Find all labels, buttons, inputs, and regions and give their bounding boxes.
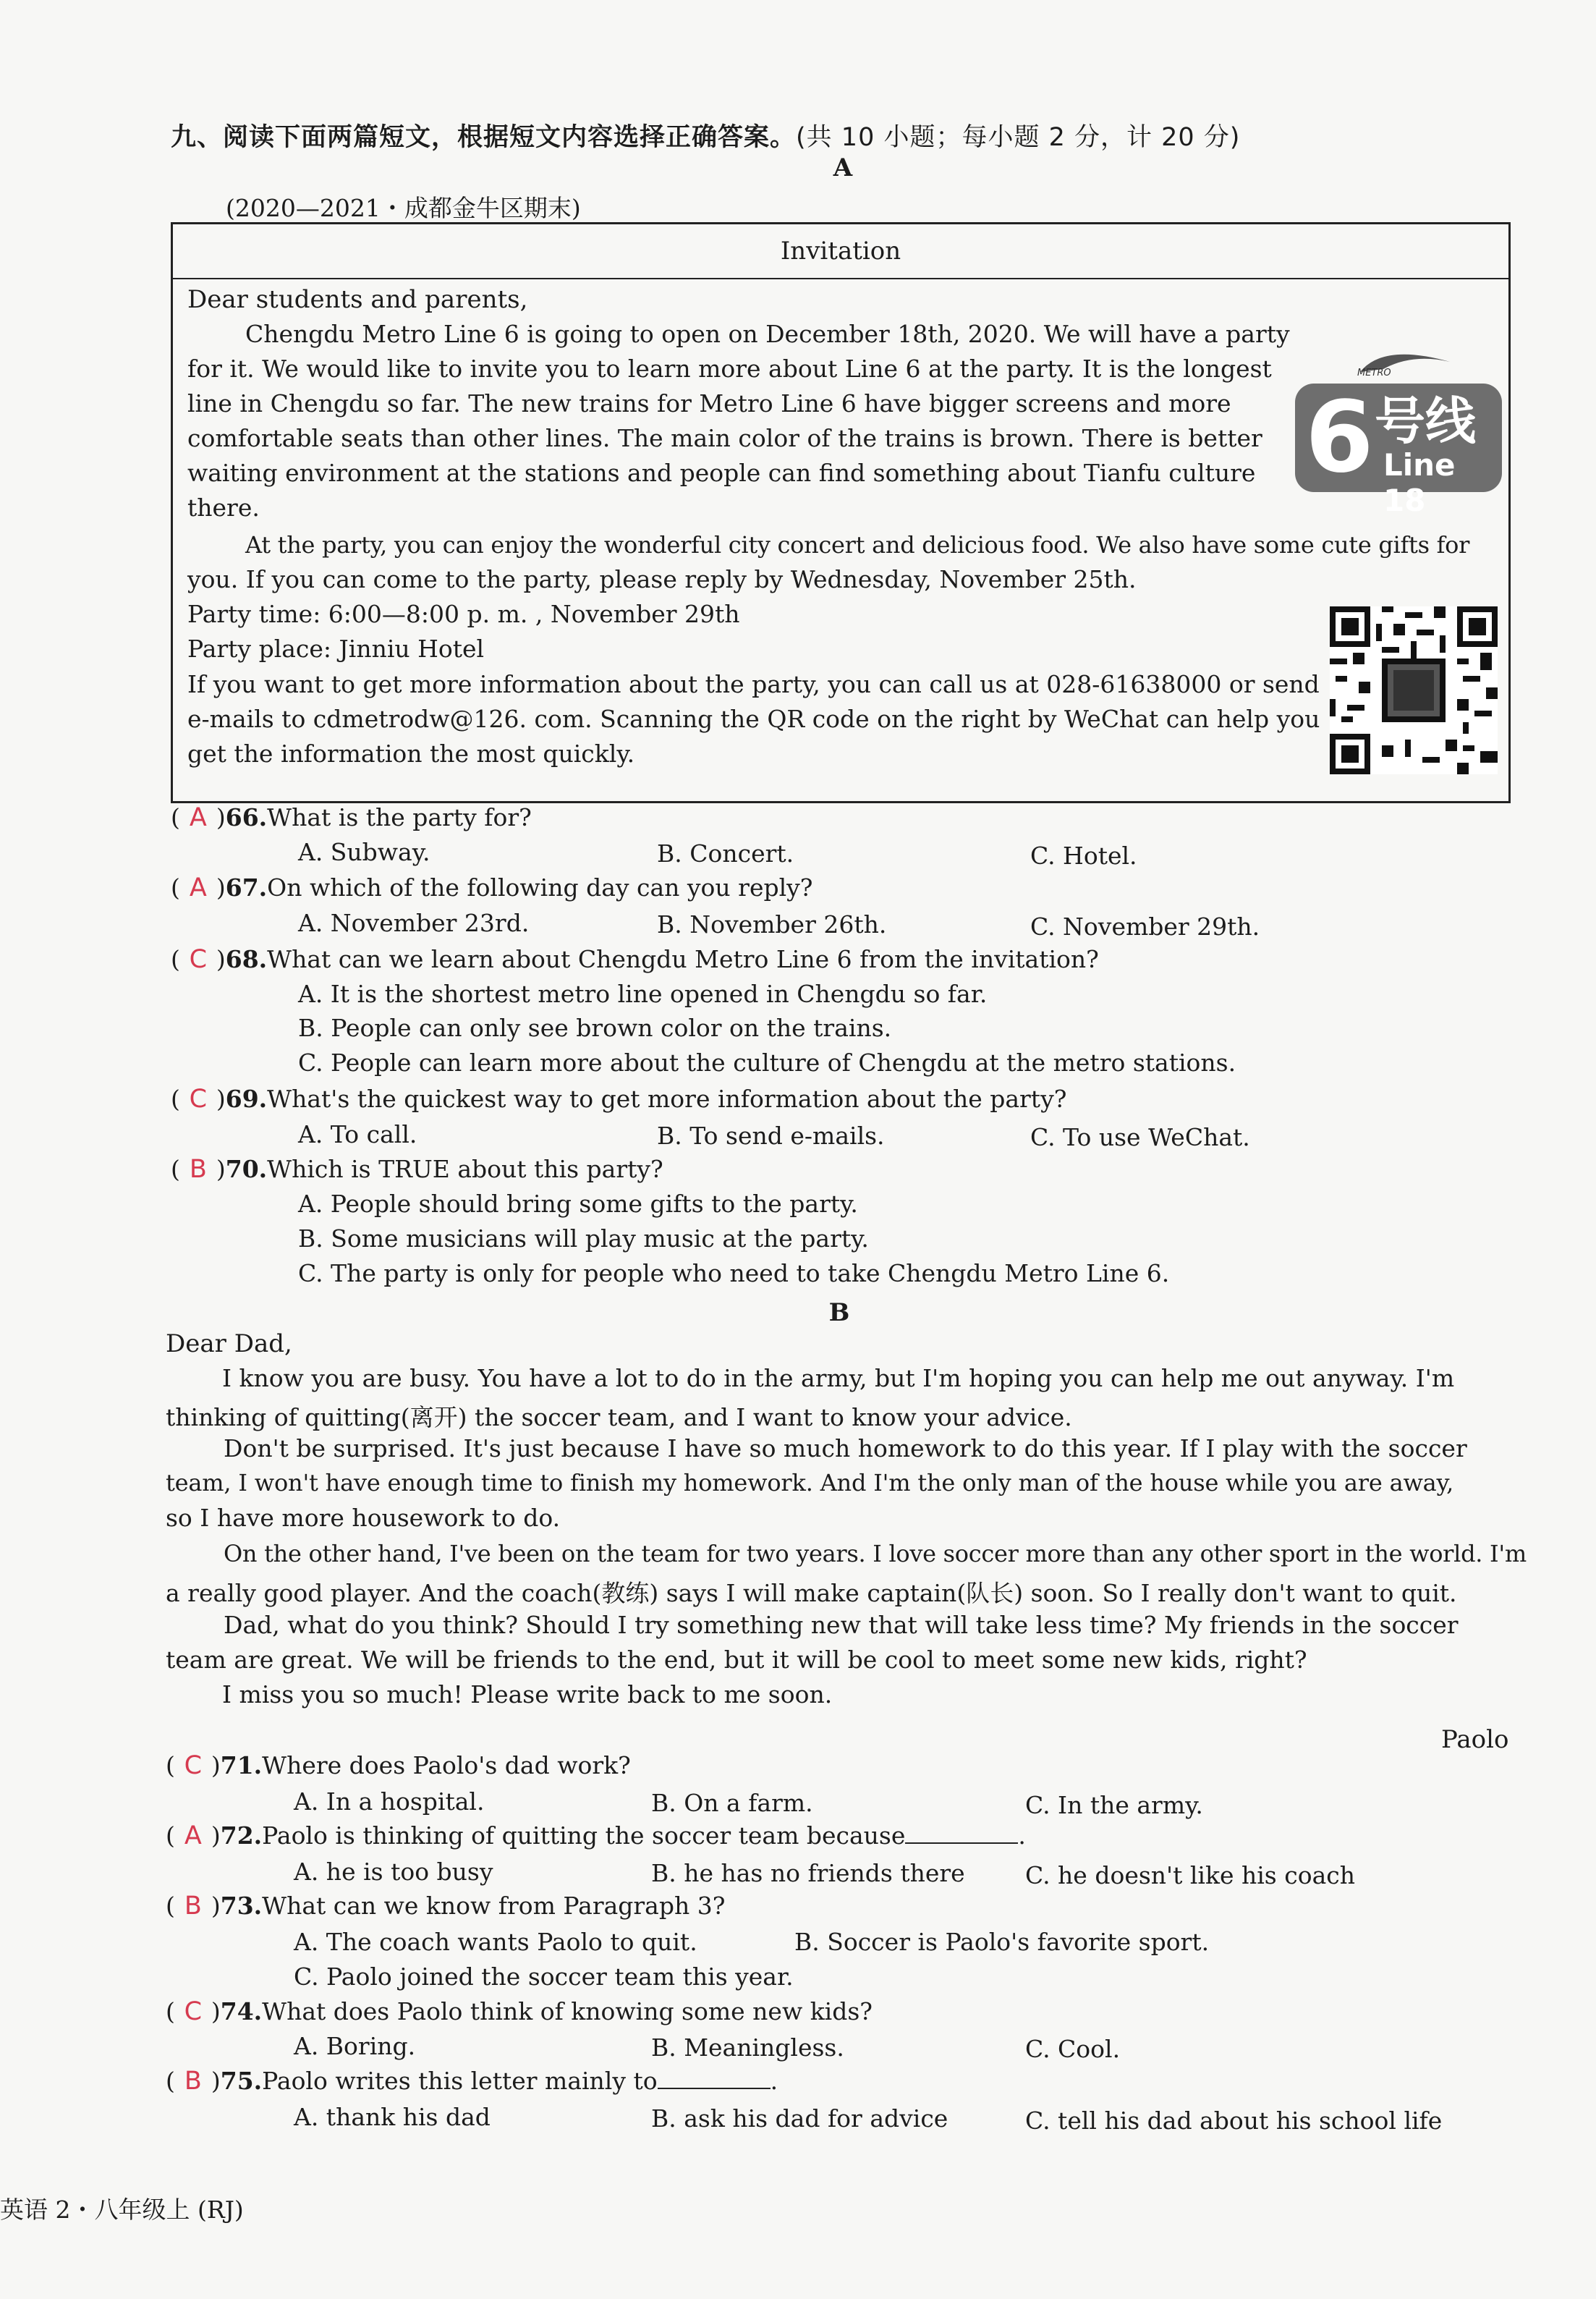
close-paren: )	[216, 803, 226, 831]
question-71	[166, 1751, 631, 1780]
question-69	[171, 1085, 1066, 1114]
close-paren: )	[216, 1155, 226, 1183]
invitation-line: Chengdu Metro Line 6 is going to open on December 18th, 2020. We will have a party	[245, 320, 1290, 348]
invitation-line: comfortable seats than other lines. The main color of the trains is brown. There is better	[187, 424, 1262, 452]
invitation-box	[171, 222, 1511, 803]
option-a[interactable]: A. The coach wants Paolo to quit.	[294, 1928, 697, 1956]
answer-mark[interactable]: A	[189, 803, 207, 832]
option-a[interactable]: A. People should bring some gifts to the party.	[298, 1190, 858, 1218]
answer-blank	[658, 2069, 771, 2089]
letter-signature: Paolo	[1441, 1725, 1509, 1754]
open-paren: (	[166, 2067, 175, 2095]
answer-mark[interactable]: C	[184, 1997, 203, 2026]
answer-mark[interactable]: B	[184, 2067, 202, 2096]
option-c[interactable]: C. In the army.	[1025, 1791, 1203, 1819]
letter-line: Dad, what do you think? Should I try something new that will take less time? My friends in the soccer	[224, 1611, 1459, 1639]
question-text: Where does Paolo's dad work?	[262, 1751, 631, 1779]
close-paren: )	[211, 1821, 221, 1850]
option-b[interactable]: B. On a farm.	[651, 1789, 813, 1817]
close-paren: )	[211, 2067, 221, 2095]
close-paren: )	[216, 873, 226, 902]
party-time: Party time: 6:00—8:00 p. m. , November 29th	[187, 600, 740, 628]
question-72	[166, 1821, 1026, 1850]
question-number: 72.	[220, 1821, 263, 1850]
section-note: (共 10 小题；每小题 2 分，计 20 分)	[796, 123, 1241, 152]
option-c[interactable]: C. Hotel.	[1030, 842, 1137, 870]
invitation-line: waiting environment at the stations and people can find something about Tianfu culture	[187, 459, 1256, 487]
section-heading	[171, 117, 1240, 153]
question-number: 70.	[225, 1155, 268, 1183]
close-paren: )	[211, 1751, 221, 1779]
question-number: 67.	[225, 873, 268, 902]
option-b[interactable]: B. November 26th.	[657, 910, 887, 939]
option-c[interactable]: C. November 29th.	[1030, 913, 1260, 941]
line-chinese: 号线	[1375, 391, 1476, 451]
invitation-line: At the party, you can enjoy the wonderful city concert and delicious food. We also have some cute gifts for	[245, 531, 1470, 559]
section-title: 九、阅读下面两篇短文，根据短文内容选择正确答案。	[171, 123, 797, 152]
option-c[interactable]: C. To use WeChat.	[1030, 1123, 1250, 1151]
letter-line: team, I won't have enough time to finish my homework. And I'm the only man of the house while you are away,	[166, 1469, 1454, 1496]
question-number: 68.	[225, 945, 268, 973]
option-c[interactable]: C. he doesn't like his coach	[1025, 1861, 1355, 1889]
open-paren: (	[171, 945, 180, 973]
close-paren: )	[216, 945, 226, 973]
line-sub: Line 18	[1383, 447, 1456, 518]
open-paren: (	[166, 1892, 175, 1920]
option-a[interactable]: A. November 23rd.	[298, 909, 530, 937]
question-67	[171, 873, 812, 902]
answer-mark[interactable]: C	[189, 945, 208, 974]
letter-line: On the other hand, I've been on the team for two years. I love soccer more than any other sport in the world. I'm	[224, 1540, 1527, 1567]
open-paren: (	[166, 1997, 175, 2025]
invitation-line: line in Chengdu so far. The new trains for Metro Line 6 have bigger screens and more	[187, 389, 1231, 418]
answer-mark[interactable]: C	[189, 1085, 208, 1114]
open-paren: (	[166, 1821, 175, 1850]
option-b[interactable]: B. To send e-mails.	[657, 1122, 885, 1150]
letter-line: thinking of quitting(离开) the soccer team, and I want to know your advice.	[166, 1403, 1072, 1431]
option-c[interactable]: C. Paolo joined the soccer team this year.	[294, 1963, 794, 1991]
question-73	[166, 1892, 725, 1921]
question-text: Paolo writes this letter mainly to	[262, 2067, 658, 2095]
answer-mark[interactable]: B	[189, 1155, 207, 1184]
question-66	[171, 803, 532, 832]
close-paren: )	[211, 1892, 221, 1920]
letter-line: a really good player. And the coach(教练) says I will make captain(队长) soon. So I really don't want to quit.	[166, 1579, 1457, 1607]
blank-period: .	[1018, 1821, 1026, 1850]
part-a-heading: A	[833, 153, 853, 182]
option-b[interactable]: B. Some musicians will play music at the party.	[298, 1224, 869, 1253]
option-c[interactable]: C. tell his dad about his school life	[1025, 2107, 1443, 2135]
option-a[interactable]: A. Boring.	[294, 2032, 416, 2060]
question-text: What can we know from Paragraph 3?	[262, 1892, 726, 1920]
letter-line: I know you are busy. You have a lot to do in the army, but I'm hoping you can help me out anyway. I'm	[222, 1364, 1455, 1392]
option-a[interactable]: A. Subway.	[298, 838, 430, 866]
answer-mark[interactable]: C	[184, 1751, 203, 1780]
invitation-line: there.	[187, 494, 260, 522]
invitation-greeting: Dear students and parents,	[187, 285, 528, 314]
answer-mark[interactable]: B	[184, 1892, 202, 1921]
option-b[interactable]: B. ask his dad for advice	[651, 2104, 948, 2133]
question-text: What's the quickest way to get more information about the party?	[267, 1085, 1067, 1113]
option-b[interactable]: B. Concert.	[657, 839, 794, 868]
question-text: Paolo is thinking of quitting the soccer team because	[262, 1821, 906, 1850]
option-a[interactable]: A. It is the shortest metro line opened in Chengdu so far.	[298, 980, 988, 1008]
option-b[interactable]: B. People can only see brown color on the trains.	[298, 1014, 892, 1042]
question-number: 75.	[220, 2067, 263, 2095]
invitation-line: get the information the most quickly.	[187, 740, 635, 768]
close-paren: )	[211, 1997, 221, 2025]
line-number: 6	[1305, 381, 1374, 495]
option-a[interactable]: A. To call.	[298, 1120, 417, 1148]
question-number: 71.	[220, 1751, 263, 1779]
page-footer: 英语 2・八年级上 (RJ)	[0, 2196, 244, 2224]
option-c[interactable]: C. People can learn more about the culture of Chengdu at the metro stations.	[298, 1049, 1236, 1077]
question-text: What does Paolo think of knowing some new kids?	[262, 1997, 873, 2025]
source-note: (2020—2021・成都金牛区期末)	[226, 194, 581, 222]
option-b[interactable]: B. Soccer is Paolo's favorite sport.	[794, 1928, 1210, 1956]
option-c[interactable]: C. Cool.	[1025, 2035, 1121, 2063]
option-b[interactable]: B. Meaningless.	[651, 2033, 844, 2062]
question-number: 66.	[225, 803, 268, 831]
question-text: What can we learn about Chengdu Metro Line 6 from the invitation?	[267, 945, 1099, 973]
invitation-line: If you want to get more information about the party, you can call us at 028-61638000 or send	[187, 670, 1320, 698]
answer-mark[interactable]: A	[189, 873, 207, 902]
answer-mark[interactable]: A	[184, 1821, 202, 1850]
metro-brand: METRO	[1357, 368, 1391, 378]
option-c[interactable]: C. The party is only for people who need to take Chengdu Metro Line 6.	[298, 1259, 1170, 1287]
blank-period: .	[770, 2067, 778, 2095]
question-70	[171, 1155, 663, 1184]
line6-logo	[1295, 381, 1502, 518]
question-75	[166, 2067, 778, 2096]
question-68	[171, 945, 1099, 974]
letter-greeting: Dear Dad,	[166, 1329, 292, 1358]
option-a[interactable]: A. he is too busy	[294, 1858, 493, 1886]
letter-line: I miss you so much! Please write back to me soon.	[222, 1680, 833, 1709]
question-number: 74.	[220, 1997, 263, 2025]
open-paren: (	[166, 1751, 175, 1779]
letter-line: so I have more housework to do.	[166, 1504, 561, 1532]
option-a[interactable]: A. In a hospital.	[294, 1787, 485, 1816]
invitation-line: e-mails to cdmetrodw@126. com. Scanning the QR code on the right by WeChat can help you	[187, 705, 1320, 733]
open-paren: (	[171, 803, 180, 831]
question-number: 73.	[220, 1892, 263, 1920]
answer-blank	[905, 1824, 1018, 1844]
question-text: Which is TRUE about this party?	[267, 1155, 663, 1183]
open-paren: (	[171, 873, 180, 902]
question-text: On which of the following day can you reply?	[267, 873, 813, 902]
open-paren: (	[171, 1155, 180, 1183]
invitation-line: for it. We would like to invite you to learn more about Line 6 at the party. It is the longest	[187, 355, 1272, 383]
invitation-title: Invitation	[173, 224, 1508, 279]
open-paren: (	[171, 1085, 180, 1113]
question-text: What is the party for?	[267, 803, 532, 831]
letter-line: Don't be surprised. It's just because I have so much homework to do this year. If I play with the soccer	[224, 1434, 1467, 1462]
invitation-line: you. If you can come to the party, please reply by Wednesday, November 25th.	[187, 565, 1137, 593]
question-74	[166, 1997, 873, 2026]
option-a[interactable]: A. thank his dad	[294, 2103, 491, 2131]
option-b[interactable]: B. he has no friends there	[651, 1859, 965, 1887]
letter-line: team are great. We will be friends to the end, but it will be cool to meet some new kids, right?	[166, 1646, 1307, 1674]
close-paren: )	[216, 1085, 226, 1113]
qr-code-icon[interactable]	[1330, 606, 1498, 774]
party-place: Party place: Jinniu Hotel	[187, 635, 485, 663]
part-b-heading: B	[828, 1298, 850, 1327]
question-number: 69.	[225, 1085, 268, 1113]
